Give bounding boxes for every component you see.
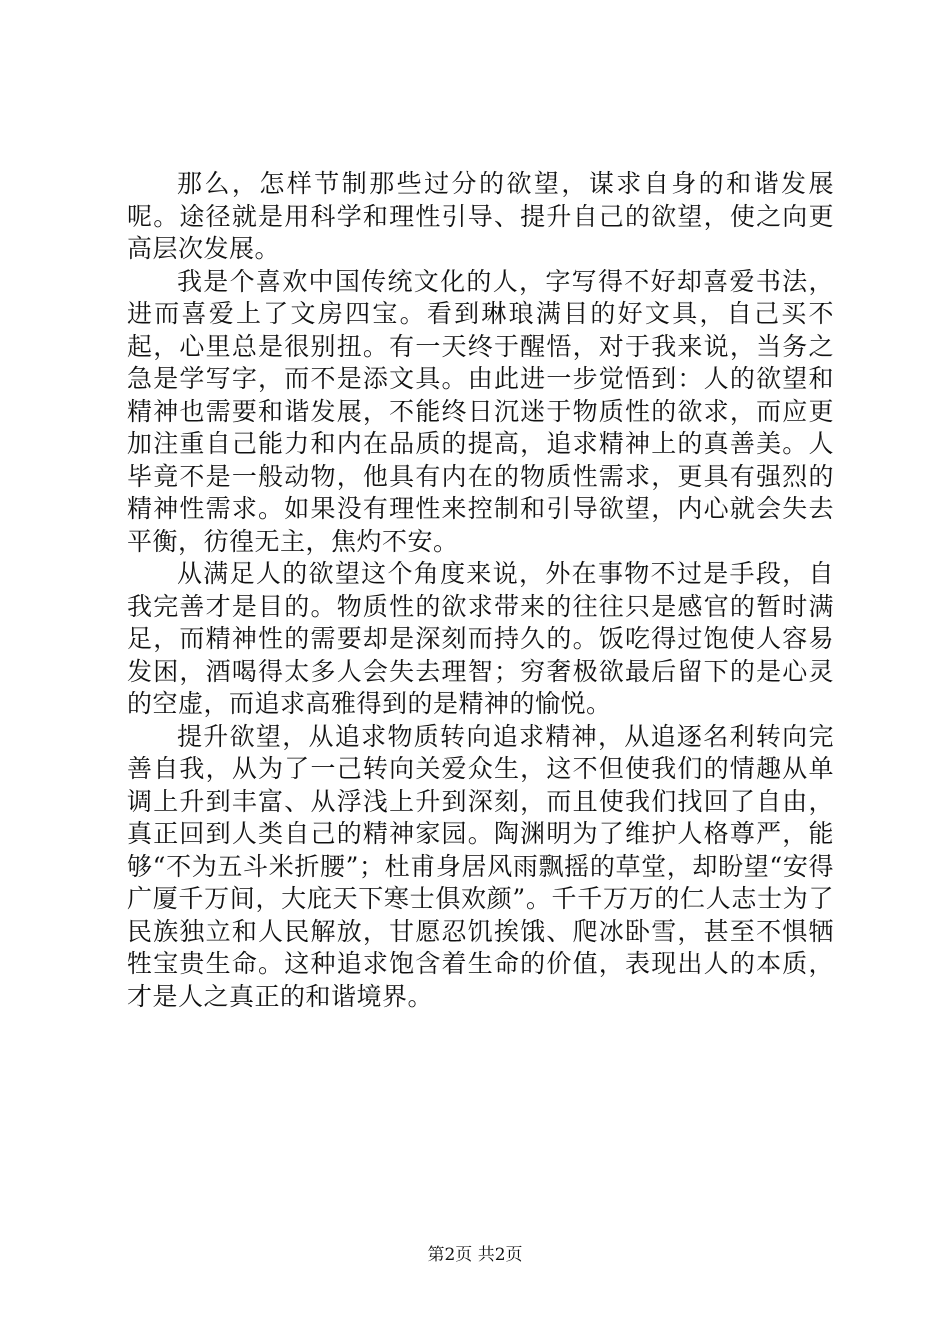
paragraph-4: 提升欲望，从追求物质转向追求精神，从追逐名利转向完善自我，从为了一己转向关爱众生，这不但使我们的情趣从单调上升到丰富、从浮浅上升到深刻，而且使我们找回了自由，真正回到人类自己的精神家园。陶渊明为了维护人格尊严，能够“不为五斗米折腰”；杜甫身居风雨飘摇的草堂，却盼望“安得广厦千万间，大庇天下寒士俱欢颜”。千千万万的仁人志士为了民族独立和人民解放，甘愿忍饥挨饿、爬冰卧雪，甚至不惧牺牲宝贵生命。这种追求饱含着生命的价值，表现出人的本质，才是人之真正的和谐境界。 [127,721,834,1011]
paragraph-3: 从满足人的欲望这个角度来说，外在事物不过是手段，自我完善才是目的。物质性的欲求带来的往往只是感官的暂时满足，而精神性的需要却是深刻而持久的。饭吃得过饱使人容易发困，酒喝得太多人会失去理智；穷奢极欲最后留下的是心灵的空虚，而追求高雅得到的是精神的愉悦。 [127,559,834,718]
document-body [127,168,834,1013]
page-number-footer: 第2页 共2页 [427,1245,523,1265]
paragraph-2: 我是个喜欢中国传统文化的人，字写得不好却喜爱书法，进而喜爱上了文房四宝。看到琳琅满目的好文具，自己买不起，心里总是很别扭。有一天终于醒悟，对于我来说，当务之急是学写字，而不是添文具。由此进一步觉悟到：人的欲望和精神也需要和谐发展，不能终日沉迷于物质性的欲求，而应更加注重自己能力和内在品质的提高，追求精神上的真善美。人毕竟不是一般动物，他具有内在的物质性需求，更具有强烈的精神性需求。如果没有理性来控制和引导欲望，内心就会失去平衡，彷徨无主，焦灼不安。 [127,266,834,556]
paragraph-1: 那么，怎样节制那些过分的欲望，谋求自身的和谐发展呢。途径就是用科学和理性引导、提升自己的欲望，使之向更高层次发展。 [127,169,834,263]
